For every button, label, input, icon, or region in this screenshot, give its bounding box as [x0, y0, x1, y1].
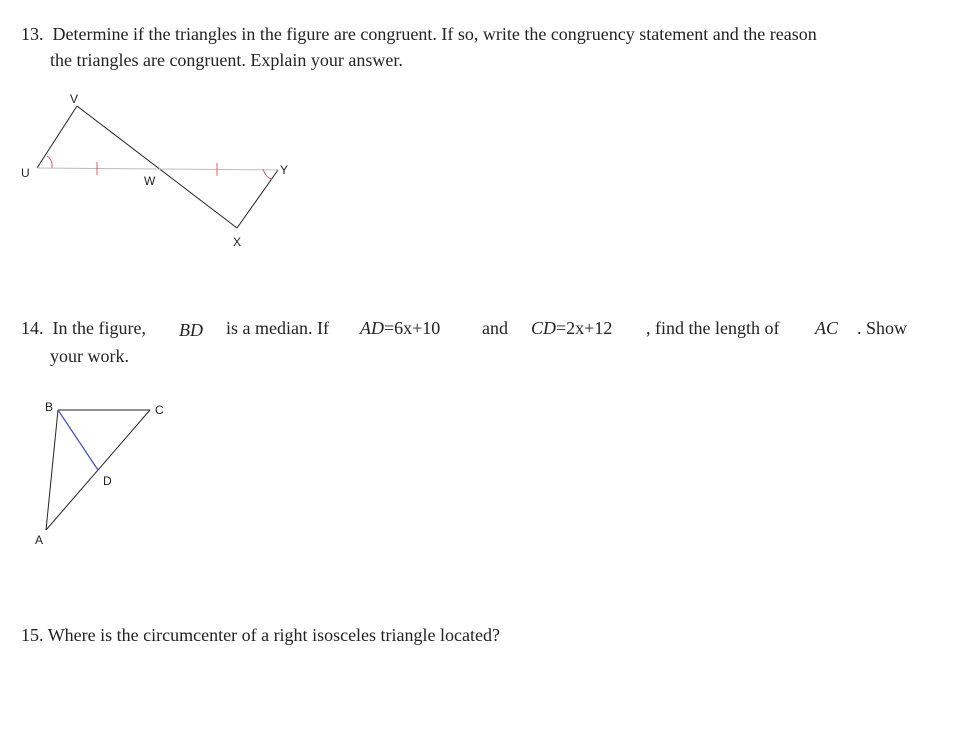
label-d: D — [103, 474, 112, 488]
label-u: U — [21, 166, 30, 180]
angle-y-arc — [263, 169, 272, 179]
q14-cd-left: CD — [531, 318, 557, 338]
median-bd — [58, 410, 98, 470]
q14-line2 — [50, 346, 129, 367]
q14-number: 14. — [21, 318, 44, 338]
label-w: W — [144, 174, 156, 188]
label-v: V — [70, 92, 79, 106]
q14-ad-right: =6x+10 — [384, 318, 441, 338]
label-b: B — [45, 400, 54, 414]
label-x: X — [233, 235, 242, 249]
q14-text-and: and — [482, 318, 508, 338]
q14-line1 — [21, 318, 146, 339]
q14-cd-right: =2x+12 — [556, 318, 613, 338]
q14-ac-var: AC — [815, 318, 839, 338]
q14-text-c: , find the length of — [646, 318, 780, 338]
segment-uv — [37, 106, 77, 168]
q15-line — [21, 625, 500, 646]
angle-u-arc — [47, 156, 52, 168]
q15-number: 15. — [21, 625, 44, 645]
q13-text-line2: the triangles are congruent. Explain your answer. — [50, 50, 403, 70]
q13-number: 13. — [21, 24, 44, 44]
q14-text-a: In the figure, — [52, 318, 146, 338]
q13-line1 — [21, 24, 817, 45]
q14-figure — [28, 395, 208, 555]
q14-text-line2: your work. — [50, 346, 129, 366]
q13-figure — [10, 88, 330, 258]
q14-text-d: . Show — [857, 318, 908, 338]
segment-uy — [37, 168, 278, 170]
q14-ad-equation — [360, 318, 440, 339]
q13-text-line1: Determine if the triangles in the figure are congruent. If so, write the congruency statement and the reason — [52, 24, 817, 44]
q14-ad-left: AD — [360, 318, 384, 338]
q14-text-b: is a median. If — [226, 318, 329, 338]
segment-vx — [77, 106, 237, 228]
segment-ba — [46, 410, 58, 530]
q14-median-var: BD — [179, 320, 203, 340]
label-y: Y — [280, 163, 289, 177]
q15-text: Where is the circumcenter of a right isosceles triangle located? — [47, 625, 500, 645]
q14-cd-equation — [531, 318, 612, 339]
q13-line2 — [50, 50, 403, 71]
label-a: A — [35, 533, 44, 547]
label-c: C — [155, 403, 164, 417]
